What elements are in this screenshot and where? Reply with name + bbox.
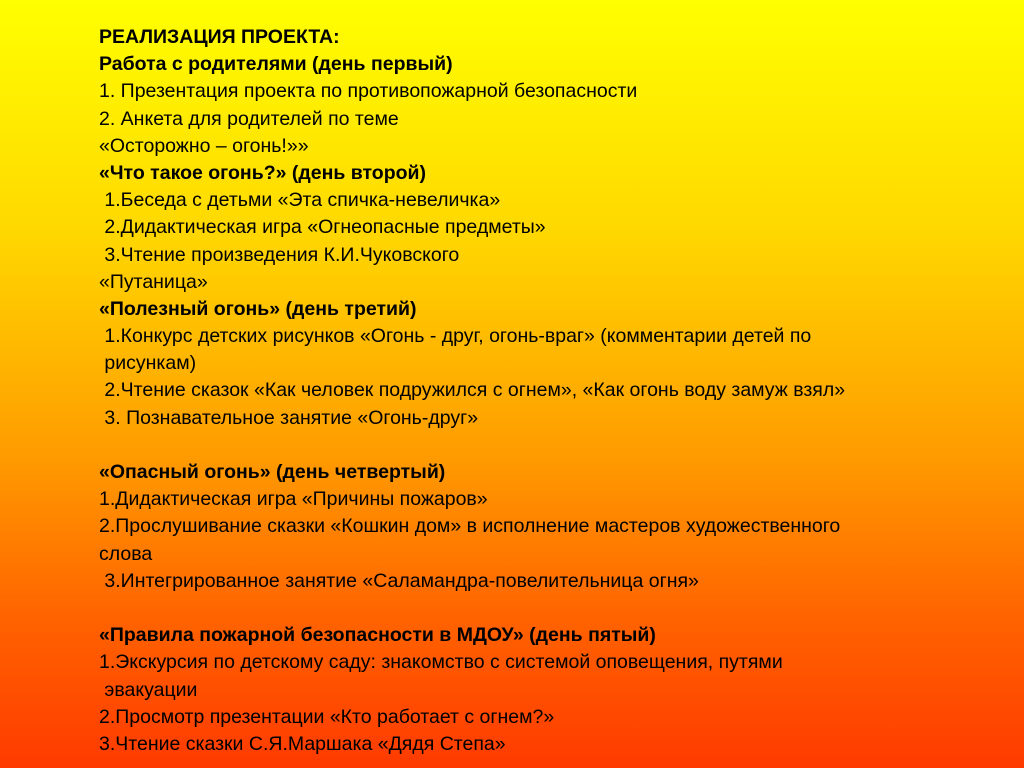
day-four-item-3: 3.Интегрированное занятие «Саламандра-повелительница огня» [99, 569, 699, 592]
day-one-item-2-continued: «Осторожно – огонь!»» [99, 134, 309, 157]
day-two-item-3-continued: «Путаница» [99, 270, 208, 293]
day-one-heading: Работа с родителями (день первый) [99, 53, 453, 76]
day-five-heading: «Правила пожарной безопасности в МДОУ» (день пятый) [99, 624, 656, 647]
day-four-item-2: 2.Прослушивание сказки «Кошкин дом» в исполнение мастеров художественного [99, 515, 841, 538]
day-two-item-1: 1.Беседа с детьми «Эта спичка-невеличка» [99, 189, 501, 212]
day-three-heading: «Полезный огонь» (день третий) [99, 297, 417, 320]
day-five-item-3: 3.Чтение сказки С.Я.Маршака «Дядя Степа» [99, 732, 506, 755]
day-four-heading: «Опасный огонь» (день четвертый) [99, 461, 446, 483]
day-five-item-1: 1.Экскурсия по детскому саду: знакомство с системой оповещения, путями [99, 651, 783, 674]
day-three-item-1-continued: рисункам) [99, 352, 197, 375]
day-one-item-2: 2. Анкета для родителей по теме [99, 107, 399, 130]
spacer [99, 595, 999, 622]
day-one-item-1: 1. Презентация проекта по противопожарной безопасности [99, 80, 638, 103]
day-three-item-2: 2.Чтение сказок «Как человек подружился с огнем», «Как огонь воду замуж взял» [99, 379, 846, 402]
day-five-item-2: 2.Просмотр презентации «Кто работает с огнем?» [99, 705, 555, 728]
day-five-item-1-continued: эвакуации [99, 678, 198, 701]
day-three-item-3: 3. Познавательное занятие «Огонь-друг» [99, 406, 479, 429]
day-three-item-1: 1.Конкурс детских рисунков «Огонь - друг, огонь-враг» (комментарии детей по [99, 325, 812, 348]
day-four-item-1: 1.Дидактическая игра «Причины пожаров» [99, 488, 488, 511]
day-four-item-2-continued: слова [99, 542, 153, 565]
slide-text-body [99, 24, 999, 758]
day-two-item-3: 3.Чтение произведения К.И.Чуковского [99, 243, 460, 266]
day-two-heading: «Что такое огонь?» (день второй) [99, 161, 427, 184]
project-heading: РЕАЛИЗАЦИЯ ПРОЕКТА: [99, 26, 340, 48]
day-two-item-2: 2.Дидактическая игра «Огнеопасные предметы» [99, 216, 546, 239]
spacer [99, 432, 999, 459]
